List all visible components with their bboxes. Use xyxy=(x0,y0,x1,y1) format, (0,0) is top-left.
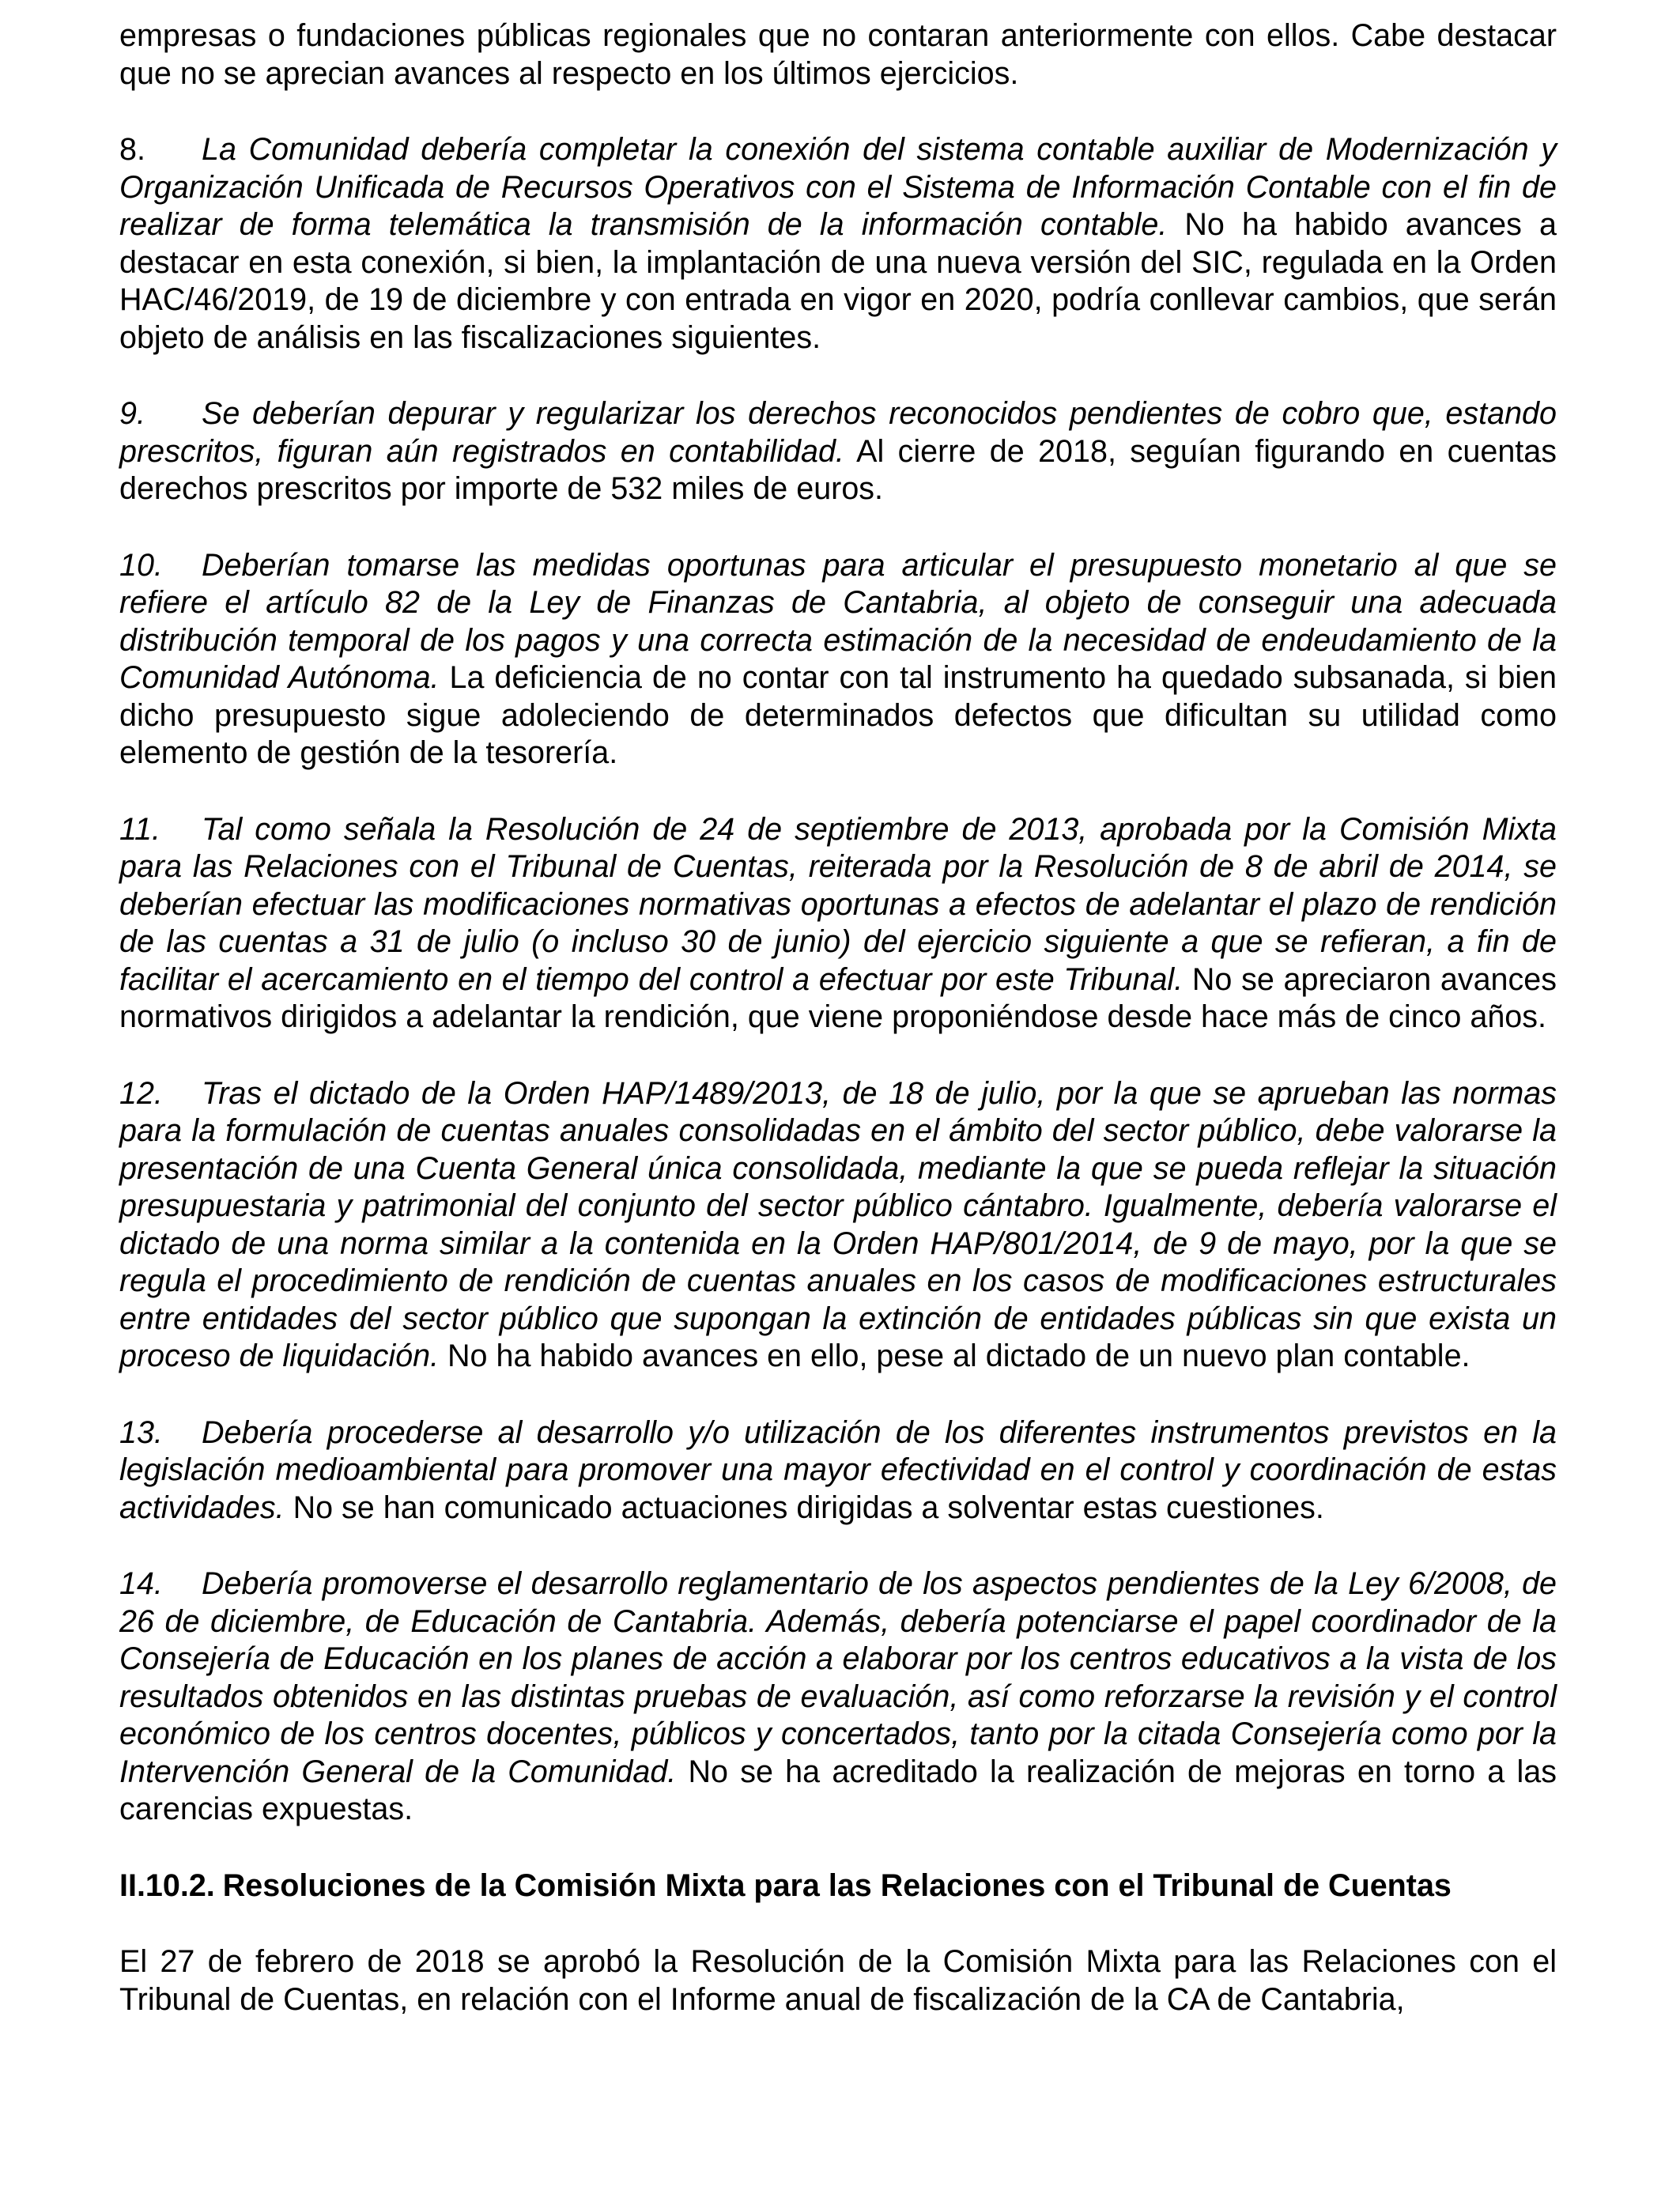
recommendation-number: 10. xyxy=(119,547,163,583)
recommendation-11 xyxy=(119,811,1557,1037)
recommendation-number: 12. xyxy=(119,1075,163,1111)
recommendation-text: La Comunidad debería completar la conexión del sistema contable auxiliar de Modernización y Organización Unificada de Recursos Operativos con el Sistema de Información Contable con el fin de realizar de forma telemática la transmisión de la información contable. xyxy=(119,132,1557,242)
recommendation-number: 13. xyxy=(119,1414,163,1450)
section-heading xyxy=(119,1867,1557,1905)
recommendation-14 xyxy=(119,1565,1557,1829)
recommendation-comment: No se han comunicado actuaciones dirigidas a solventar estas cuestiones. xyxy=(284,1490,1324,1525)
recommendation-comment: No ha habido avances a destacar en esta conexión, si bien, la implantación de una nueva versión del SIC, regulada en la Orden HAC/46/2019, de 19 de diciembre y con entrada en vigor en 2020, podría conllevar cambios, que serán objeto de análisis en las fiscalizaciones siguientes. xyxy=(119,207,1557,355)
paragraph-continuation xyxy=(119,17,1557,93)
recommendation-12 xyxy=(119,1075,1557,1376)
recommendation-number: 14. xyxy=(119,1566,163,1601)
section-number: II.10.2. xyxy=(119,1867,215,1903)
recommendation-comment: Al cierre de 2018, seguían figurando en cuentas derechos prescritos por importe de 532 miles de euros. xyxy=(119,433,1557,506)
document-page xyxy=(119,17,1557,2057)
recommendation-text: Deberían tomarse las medidas oportunas para articular el presupuesto monetario al que se refiere el artículo 82 de la Ley de Finanzas de Cantabria, al objeto de conseguir una adecuada distribución temporal de los pagos y una correcta estimación de la necesidad de endeudamiento de la Comunidad Autónoma. xyxy=(119,547,1557,695)
recommendation-text: Tras el dictado de la Orden HAP/1489/2013, de 18 de julio, por la que se aprueban las normas para la formulación de cuentas anuales consolidadas en el ámbito del sector público, debe valorarse la presentación de una Cuenta General única consolidada, mediante la que se pueda reflejar la situación presupuestaria y patrimonial del conjunto del sector público cántabro. Igualmente, debería valorarse el dictado de una norma similar a la contenida en la Orden HAP/801/2014, de 9 de mayo, por la que se regula el procedimiento de rendición de cuentas anuales en los casos de modificaciones estructurales entre entidades del sector público que supongan la extinción de entidades públicas sin que exista un proceso de liquidación. xyxy=(119,1075,1557,1373)
recommendation-13 xyxy=(119,1414,1557,1527)
recommendation-text: Debería procederse al desarrollo y/o utilización de los diferentes instrumentos previstos en la legislación medioambiental para promover una mayor efectividad en el control y coordinación de estas actividades. xyxy=(119,1414,1557,1525)
recommendation-comment: No se ha acreditado la realización de mejoras en torno a las carencias expuestas. xyxy=(119,1754,1557,1826)
section-title: Resoluciones de la Comisión Mixta para las Relaciones con el Tribunal de Cuentas xyxy=(222,1867,1452,1903)
recommendation-8 xyxy=(119,131,1557,357)
recommendation-10 xyxy=(119,547,1557,772)
recommendation-number: 8. xyxy=(119,132,145,167)
recommendation-text: Se deberían depurar y regularizar los derechos reconocidos pendientes de cobro que, estando prescritos, figuran aún registrados en contabilidad. xyxy=(119,396,1557,469)
recommendation-text: Tal como señala la Resolución de 24 de septiembre de 2013, aprobada por la Comisión Mixta para las Relaciones con el Tribunal de Cuentas, reiterada por la Resolución de 8 de abril de 2014, se deberían efectuar las modificaciones normativas oportunas a efectos de adelantar el plazo de rendición de las cuentas a 31 de julio (o incluso 30 de junio) del ejercicio siguiente a que se refieran, a fin de facilitar el acercamiento en el tiempo del control a efectuar por este Tribunal. xyxy=(119,811,1557,997)
recommendation-comment: No ha habido avances en ello, pese al dictado de un nuevo plan contable. xyxy=(439,1339,1470,1373)
recommendation-comment: No se apreciaron avances normativos dirigidos a adelantar la rendición, que viene proponiéndose desde hace más de cinco años. xyxy=(119,961,1557,1034)
recommendation-text: Debería promoverse el desarrollo reglamentario de los aspectos pendientes de la Ley 6/2008, de 26 de diciembre, de Educación de Cantabria. Además, debería potenciarse el papel coordinador de la Consejería de Educación en los planes de acción a elaborar por los centros educativos a la vista de los resultados obtenidos en las distintas pruebas de evaluación, así como reforzarse la revisión y el control económico de los centros docentes, públicos y concertados, tanto por la citada Consejería como por la Intervención General de la Comunidad. xyxy=(119,1566,1557,1789)
closing-paragraph: El 27 de febrero de 2018 se aprobó la Resolución de la Comisión Mixta para las Relaciones con el Tribunal de Cuentas, en relación con el Informe anual de fiscalización de la CA de Cantabria, xyxy=(119,1944,1557,2017)
recommendation-number: 9. xyxy=(119,396,145,431)
paragraph-comment: empresas o fundaciones públicas regionales que no contaran anteriormente con ellos. Cabe destacar que no se aprecian avances al respecto en los últimos ejercicios. xyxy=(119,18,1557,91)
recommendation-comment: La deficiencia de no contar con tal instrumento ha quedado subsanada, si bien dicho presupuesto sigue adoleciendo de determinados defectos que dificultan su utilidad como elemento de gestión de la tesorería. xyxy=(119,660,1557,770)
recommendation-9 xyxy=(119,395,1557,508)
recommendation-number: 11. xyxy=(119,811,160,847)
